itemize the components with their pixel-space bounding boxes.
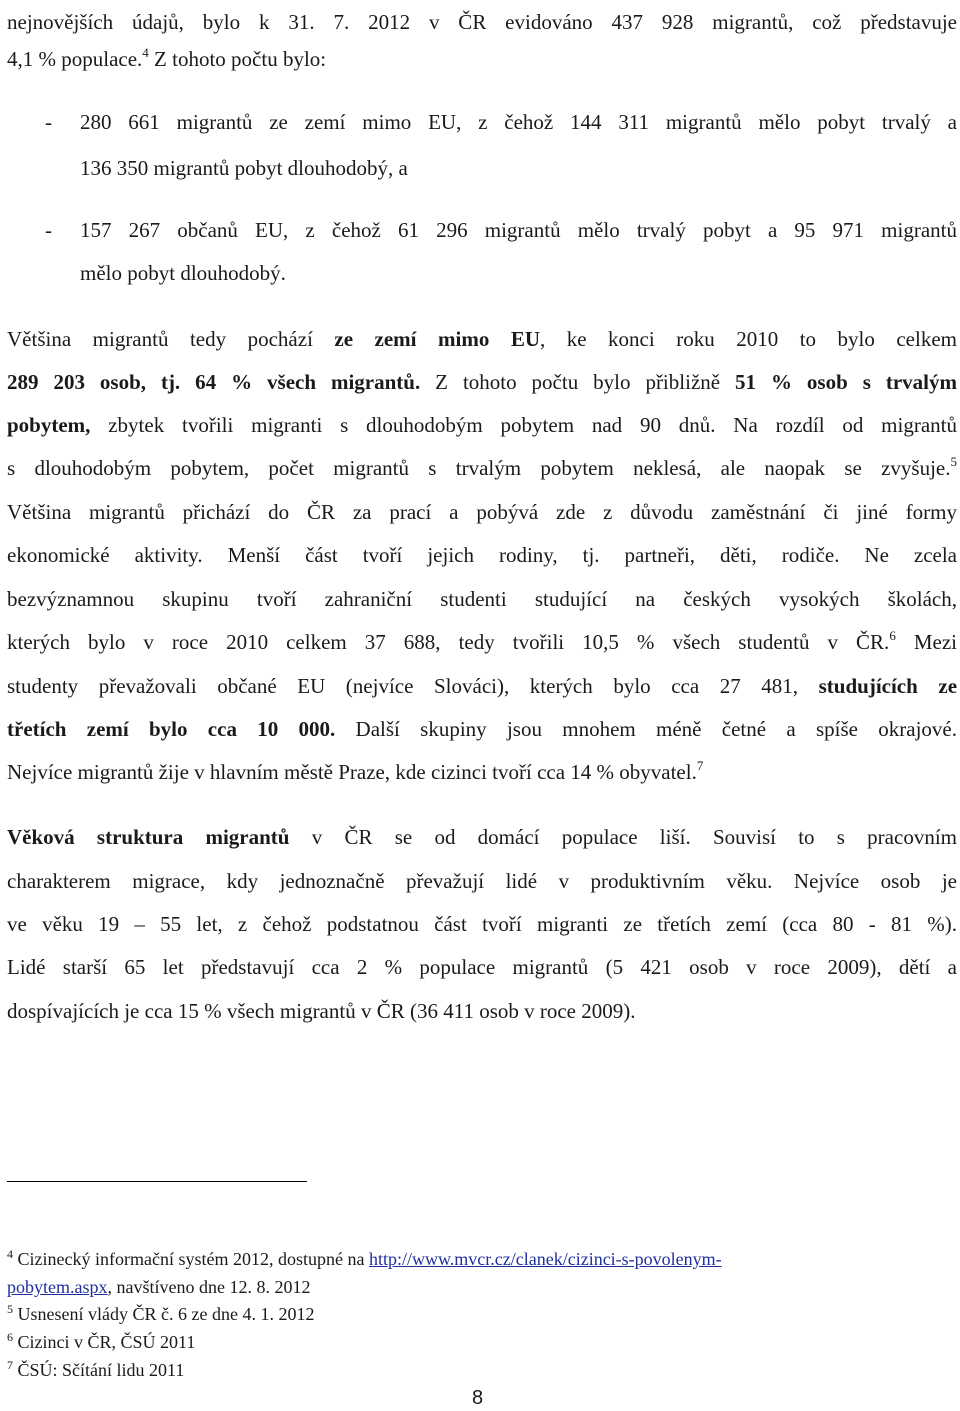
text-line: 4,1 % populace.$^4$ Z tohoto počtu bylo: (7, 45, 327, 71)
text-line: studenty převažovali občané EU (nejvíce Slováci), kterých bylo cca 27 481, studujících ze (7, 674, 958, 698)
list-dash: - (45, 218, 52, 242)
text-line: Většina migrantů tedy pochází ze zemí mimo EU, ke konci roku 2010 to bylo celkem (7, 327, 957, 351)
text-line: dospívajících je cca 15 % všech migrantů v ČR (36 411 osob v roce 2009). (7, 999, 636, 1023)
text-line: kterých bylo v roce 2010 celkem 37 688, tedy tvořili 10,5 % všech studentů v ČR.$^6$ Mezi (7, 628, 957, 654)
text-line: Nejvíce migrantů žije v hlavním městě Praze, kde cizinci tvoří cca 14 % obyvatel.$^7$ (7, 758, 704, 784)
text-line: charakterem migrace, kdy jednoznačně převažují lidé v produktivním věku. Nejvíce osob je (7, 869, 957, 893)
footnote-4-continued: pobytem.aspx, navštíveno dne 12. 8. 2012 (7, 1277, 311, 1297)
text-line: nejnovějších údajů, bylo k 31. 7. 2012 v ČR evidováno 437 928 migrantů, což představuje (7, 10, 957, 34)
list-dash: - (45, 110, 52, 134)
text-line: 157 267 občanů EU, z čehož 61 296 migrantů mělo trvalý pobyt a 95 971 migrantů (80, 218, 957, 242)
footnote-ref: 4 (142, 45, 149, 60)
footnote-separator (7, 1181, 307, 1182)
text-line: mělo pobyt dlouhodobý. (80, 261, 286, 285)
text-line: 289 203 osob, tj. 64 % všech migrantů. Z tohoto počtu bylo přibližně 51 % osob s trvalým (7, 370, 957, 394)
text-line: 280 661 migrantů ze zemí mimo EU, z čehož 144 311 migrantů mělo pobyt trvalý a (80, 110, 957, 134)
footnote-7: $^7$ ČSÚ: Sčítání lidu 2011 (7, 1358, 185, 1380)
footnote-link[interactable]: pobytem.aspx (7, 1277, 108, 1297)
text-line: Věková struktura migrantů v ČR se od domácí populace liší. Souvisí to s pracovním (7, 825, 957, 849)
text-line: pobytem, zbytek tvořili migranti s dlouhodobým pobytem nad 90 dnů. Na rozdíl od migrantů (7, 413, 957, 437)
footnote-link[interactable]: http://www.mvcr.cz/clanek/cizinci-s-povolenym- (368, 1249, 722, 1269)
footnote-5: $^5$ Usnesení vlády ČR č. 6 ze dne 4. 1. 2012 (7, 1302, 315, 1324)
text-line: Lidé starší 65 let představují cca 2 % populace migrantů (5 421 osob v roce 2009), dětí a (7, 955, 957, 979)
text-line: ekonomické aktivity. Menší část tvoří jejich rodiny, tj. partneři, děti, rodiče. Ne zcela (7, 543, 957, 567)
text-line: s dlouhodobým pobytem, počet migrantů s trvalým pobytem neklesá, ale naopak se zvyšuje.$^5$ (7, 454, 957, 480)
footnote-4: $^4$ Cizinecký informační systém 2012, dostupné na http://www.mvcr.cz/clanek/cizinci-s-povolenym- (7, 1247, 722, 1269)
page-number: 8 (472, 1387, 484, 1409)
text-line: ve věku 19 – 55 let, z čehož podstatnou část tvoří migranti ze třetích zemí (cca 80 - 81 %). (7, 912, 957, 936)
footnote-ref: 6 (889, 628, 896, 643)
text-line: 136 350 migrantů pobyt dlouhodobý, a (80, 156, 408, 180)
text-line: bezvýznamnou skupinu tvoří zahraniční studenti studující na českých vysokých školách, (7, 587, 957, 611)
footnote-ref: 7 (696, 758, 704, 773)
footnote-ref: 5 (950, 454, 957, 469)
text-line: Většina migrantů přichází do ČR za prací a pobývá zde z důvodu zaměstnání či jiné formy (7, 500, 957, 524)
footnote-6: $^6$ Cizinci v ČR, ČSÚ 2011 (7, 1330, 196, 1352)
text-line: třetích zemí bylo cca 10 000. Další skupiny jsou mnohem méně četné a spíše okrajové. (7, 717, 957, 741)
